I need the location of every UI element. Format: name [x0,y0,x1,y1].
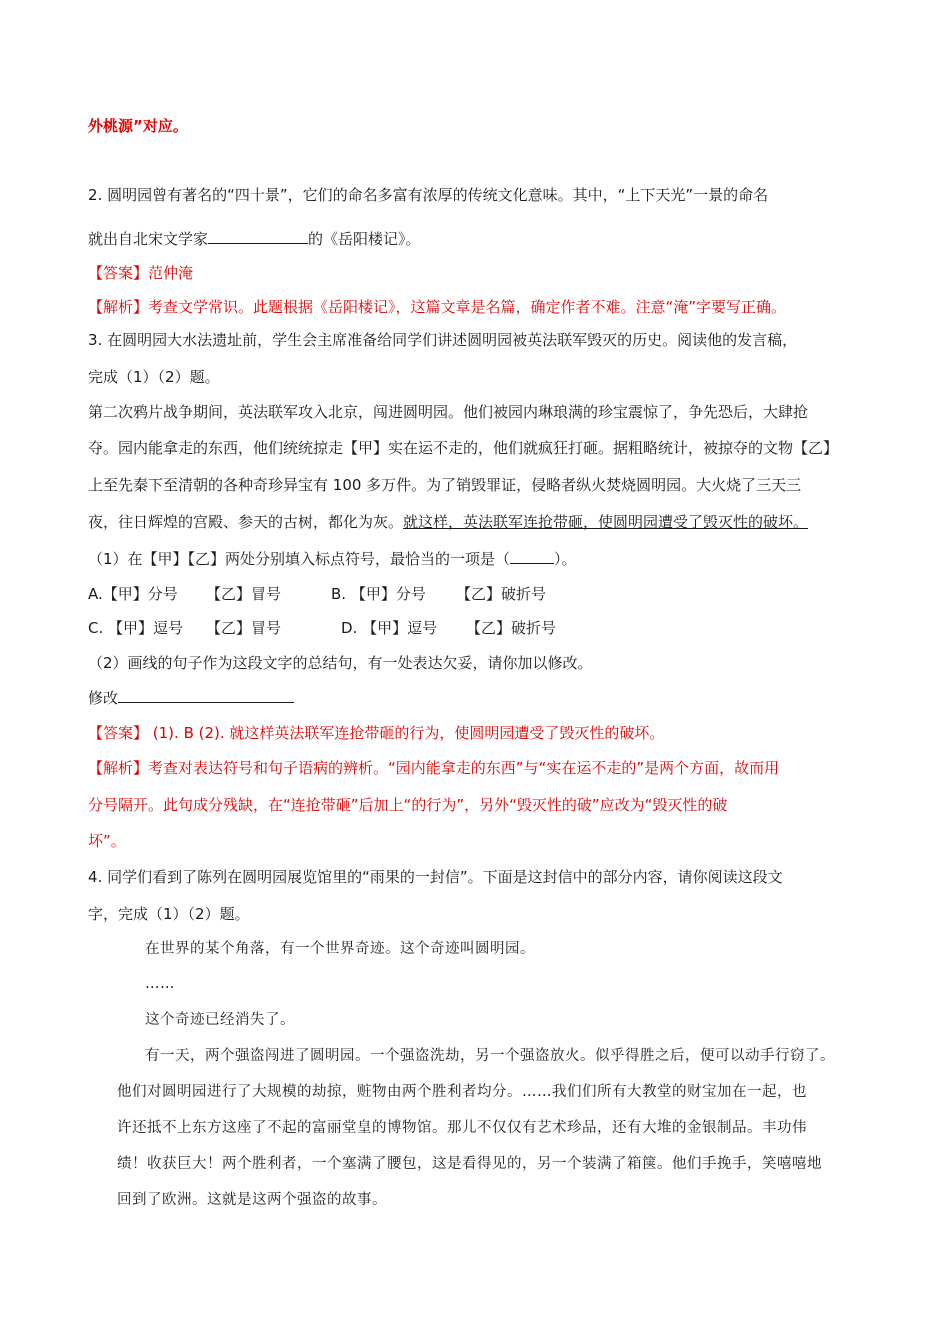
answer-text: 范仲淹 [148,264,194,282]
q3-passage-line: 上至先秦下至清朝的各种奇珍异宝有 100 多万件。为了销毁罪证，侵略者纵火焚烧圆明园。大火烧了三天三 [88,476,802,494]
q3-underlined-sentence: 就这样，英法联军连抢带砸，使圆明园遭受了毁灭性的破坏。 [403,513,809,531]
letter-line: 回到了欧洲。这就是这两个强盗的故事。 [117,1192,387,1208]
letter-line: 这个奇迹已经消失了。 [145,1012,295,1028]
letter-line: 有一天，两个强盗闯进了圆明园。一个强盗洗劫，另一个强盗放火。似乎得胜之后，便可以动手行窃了。 [145,1048,835,1064]
letter-line: …… [145,976,175,992]
q3-sub1 [88,547,577,570]
analysis-text: 考查对表达符号和句子语病的辨析。“园内能拿走的东西”与“实在运不走的”是两个方面，故而用 [148,759,780,777]
q4-stem-line1: 4. 同学们看到了陈列在圆明园展览馆里的“雨果的一封信”。下面是这封信中的部分内容，请你阅读这段文 [88,868,783,886]
q3-analysis-line3: 坏”。 [88,832,126,850]
letter-line: 他们对圆明园进行了大规模的劫掠，赃物由两个胜利者均分。……我们们所有大教堂的财宝加在一起，也 [117,1084,807,1100]
option-a-part1: A.【甲】分号 [88,585,178,603]
q2-stem-line1: 2. 圆明园曾有著名的“四十景”，它们的命名多富有浓厚的传统文化意味。其中，“上下天光”一景的命名 [88,186,769,204]
answer-label: 【答案】 [88,724,149,742]
analysis-text: 考查文学常识。此题根据《岳阳楼记》，这篇文章是名篇，确定作者不难。注意“淹”字要写正确。 [148,298,787,316]
q4-stem-line2: 字，完成（1）（2）题。 [88,905,250,923]
q3-modify [88,686,294,709]
analysis-label: 【解析】 [88,759,149,777]
q3-options-row2 [88,617,556,639]
option-d-part2: 【乙】破折号 [466,619,557,637]
letter-line: 绩！收获巨大！两个胜利者，一个塞满了腰包，这是看得见的，另一个装满了箱箧。他们手挽手，笑嘻嘻地 [117,1156,822,1172]
option-c-part2: 【乙】冒号 [206,619,282,637]
q2-answer-blank [208,227,308,244]
letter-line: 在世界的某个角落，有一个世界奇迹。这个奇迹叫圆明园。 [145,941,535,957]
option-a-part2: 【乙】冒号 [206,585,282,603]
q2-analysis [88,296,786,318]
q3-sub1-pre: （1）在【甲】【乙】两处分别填入标点符号，最恰当的一项是（ [88,550,511,568]
q3-stem-line1: 3. 在圆明园大水法遗址前，学生会主席准备给同学们讲述圆明园被英法联军毁灭的历史。阅读他的发言稿， [88,331,798,349]
modify-blank [118,686,294,703]
q3-passage-line [88,511,808,533]
q3-sub1-post: ）。 [554,550,577,568]
letter-line: 许还抵不上东方这座了不起的富丽堂皇的博物馆。那儿不仅仅有艺术珍品，还有大堆的金银制品。丰功伟 [117,1120,807,1136]
q3-sub2: （2）画线的句子作为这段文字的总结句，有一处表达欠妥，请你加以修改。 [88,654,593,672]
modify-label: 修改 [88,689,119,707]
q3-passage-line: 夺。园内能拿走的东西，他们统统掠走【甲】实在运不走的，他们就疯狂打砸。据粗略统计，被掠夺的文物【乙】 [88,439,839,457]
q2-stem-post: 的《岳阳楼记》。 [308,230,421,248]
option-d-part1: D. 【甲】逗号 [341,619,438,637]
answer-text: (1). B (2). 就这样英法联军连抢带砸的行为，使圆明园遭受了毁灭性的破坏。 [148,724,665,742]
q3-sub1-blank [510,547,554,564]
q3-passage-line: 第二次鸦片战争期间，英法联军攻入北京，闯进圆明园。他们被园内琳琅满的珍宝震惊了，争先恐后，大肆抢 [88,403,809,421]
q3-stem-line2: 完成（1）（2）题。 [88,368,220,386]
option-c-part1: C. 【甲】逗号 [88,619,184,637]
q2-stem-line2 [88,227,421,250]
answer-label: 【答案】 [88,264,149,282]
q3-answer [88,722,664,744]
q2-answer [88,262,193,284]
q3-analysis-line2: 分号隔开。此句成分残缺，在“连抢带砸”后加上“的行为”，另外“毁灭性的破”应改为“毁灭性的破 [88,796,728,814]
q2-stem-pre: 就出自北宋文学家 [88,230,209,248]
q3-analysis-line1 [88,757,779,779]
prev-answer-tail: 外桃源”对应。 [88,117,188,135]
option-b-part1: B. 【甲】分号 [331,585,426,603]
q3-passage-text: 夜，往日辉煌的宫殿、参天的古树，都化为灰。 [88,513,404,531]
q3-options-row1 [88,583,546,605]
analysis-label: 【解析】 [88,298,149,316]
option-b-part2: 【乙】破折号 [456,585,547,603]
